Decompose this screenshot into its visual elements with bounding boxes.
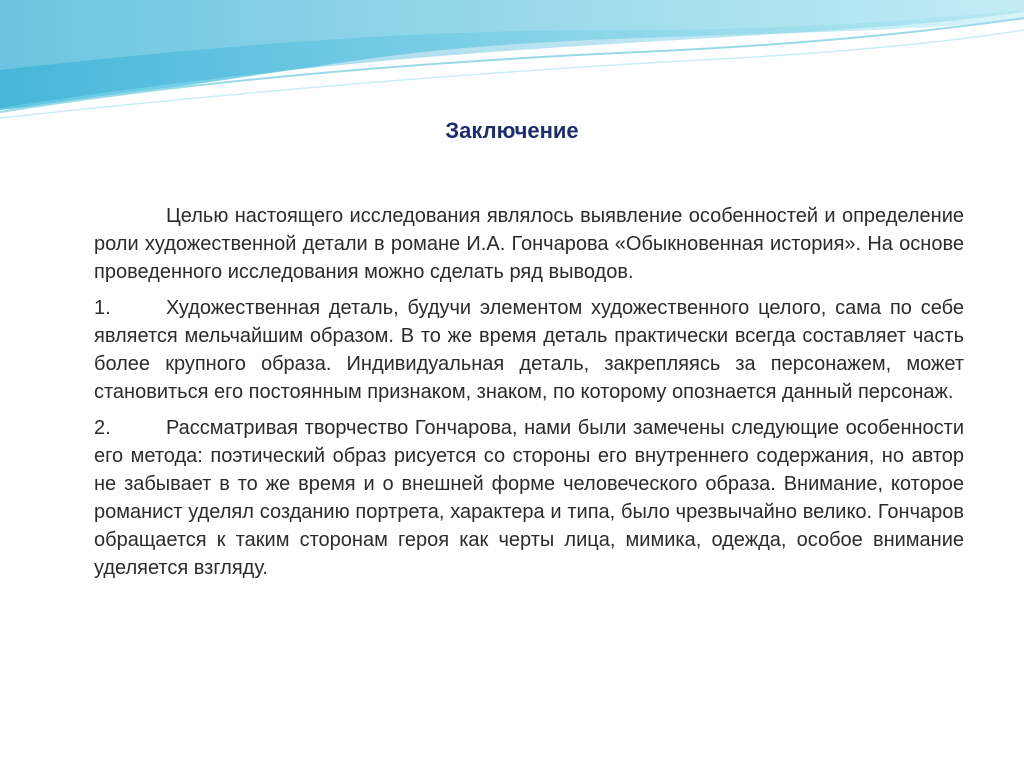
slide-body [94,202,964,590]
list-item-number: 1. [94,297,111,319]
intro-paragraph: Целью настоящего исследования являлось выявление особенностей и определение роли художественной детали в романе И.А. Гончарова «Обыкновенная история». На основе проведенного исследования можно сделать ряд выводов. [94,205,964,283]
list-item-text: Рассматривая творчество Гончарова, нами были замечены следующие особенности его метода: поэтический образ рисуется со стороны его внутреннего содержания, но автор не забывает в то же время и о внешней форме человеческого образа. Внимание, которое романист уделял созданию портрета, характера и типа, было чрезвычайно велико. Гончаров обращается к таким сторонам героя как черты лица, мимика, одежда, особое внимание уделяется взгляду. [94,417,964,579]
list-item-text: Художественная деталь, будучи элементом художественного целого, сама по себе является мельчайшим образом. В то же время деталь практически всегда составляет часть более крупного образа. Индивидуальная деталь, закрепляясь за персонажем, может становиться его постоянным признаком, знаком, по которому опознается данный персонаж. [94,297,964,403]
list-item-number: 2. [94,417,111,439]
wave-header-decoration [0,0,1024,130]
wave-front [0,0,1024,108]
list-item [94,414,964,582]
list-item [94,294,964,406]
slide-title: Заключение [445,118,579,143]
